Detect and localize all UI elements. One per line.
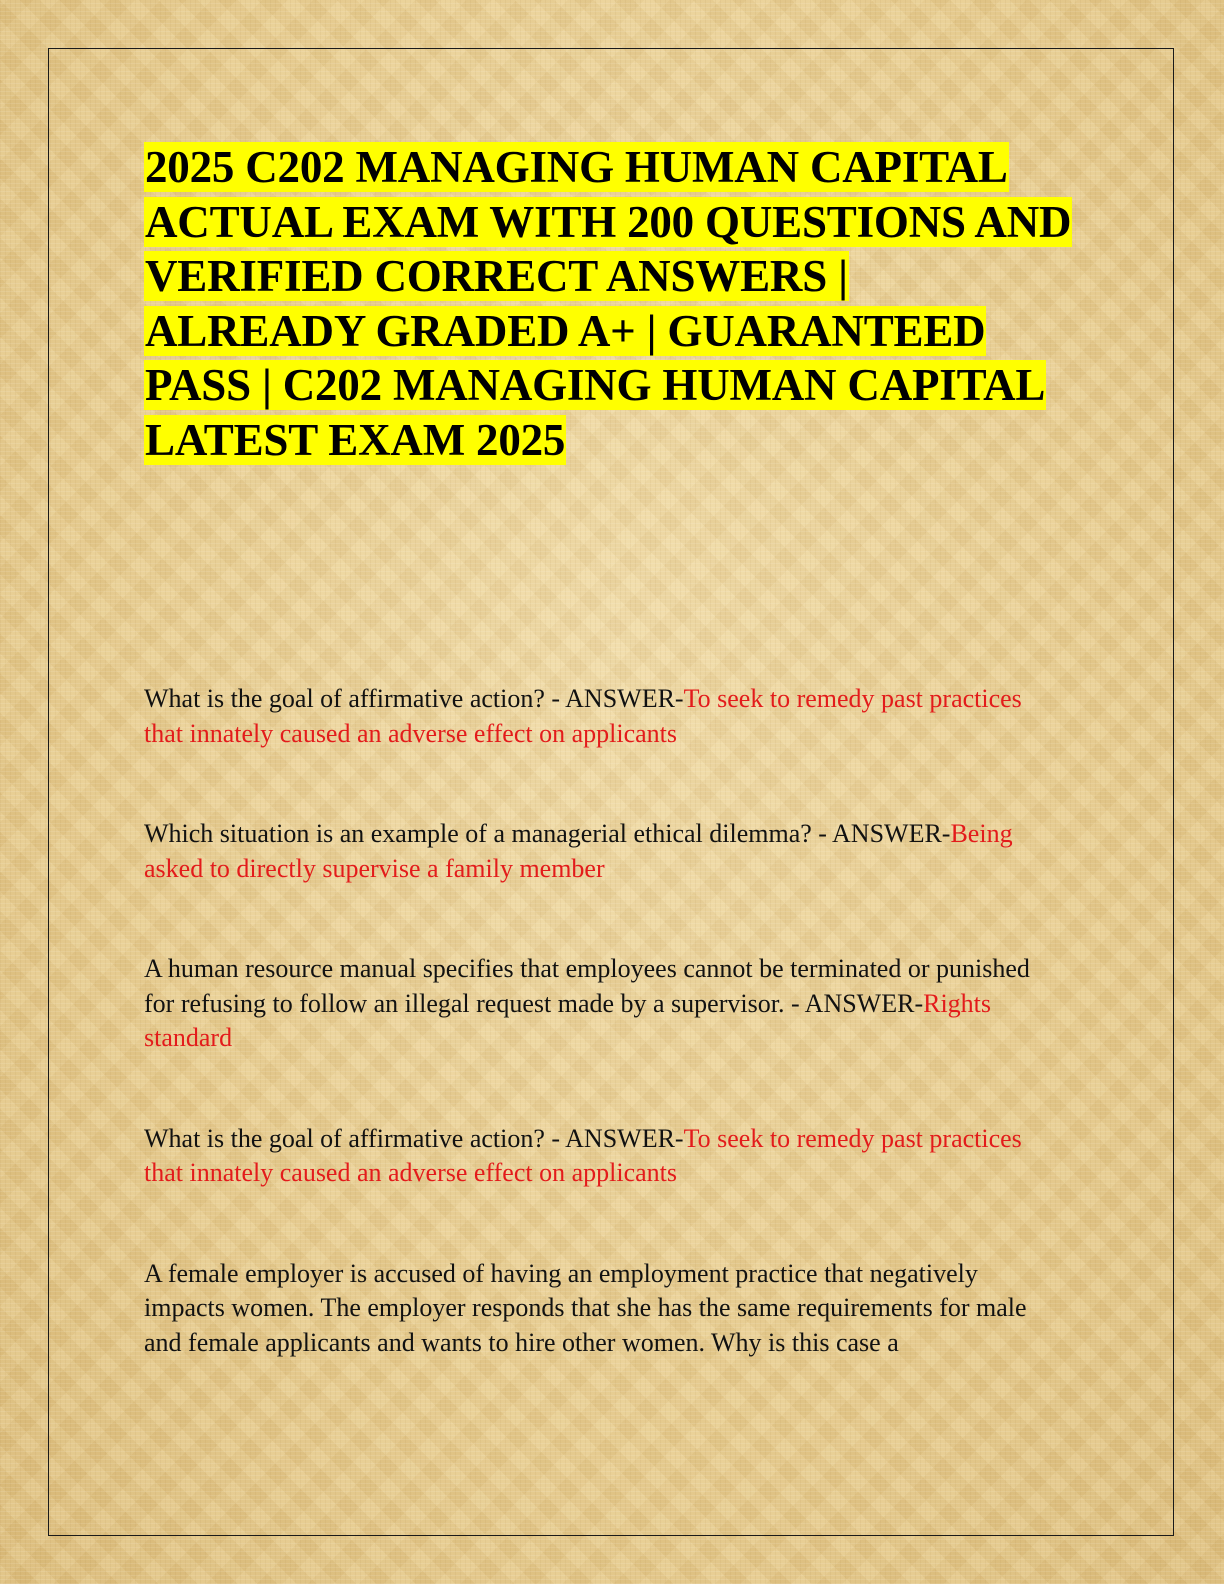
- question-text: What is the goal of affirmative action? - ANSWER-: [144, 684, 684, 713]
- document-title: [144, 140, 1074, 467]
- answer-text: To seek to remedy past practices that innately caused an adverse effect on applicants: [144, 684, 1022, 748]
- question-text: What is the goal of affirmative action? - ANSWER-: [144, 1123, 684, 1153]
- document-header: [144, 140, 1074, 467]
- title-highlight: 2025 C202 MANAGING HUMAN CAPITAL ACTUAL EXAM WITH 200 QUESTIONS AND VERIFIED CORRECT ANSWERS | ALREADY GRADED A+ | GUARANTEED PASS | C202 MANAGING HUMAN CAPITAL LATEST EXAM 2025: [145, 142, 1072, 465]
- answer-text: To seek to remedy past practices that innately caused an adverse effect on applicants: [144, 1123, 1022, 1187]
- qa-item: [144, 682, 1044, 751]
- answer-text: Being asked to directly supervise a family member: [144, 819, 1013, 883]
- question-text: A female employer is accused of having an employment practice that negatively impacts women. The employer responds that she has the same requirements for male and female applicants and wants to hire other women. Why is this case a: [144, 1258, 1027, 1357]
- question-text: Which situation is an example of a managerial ethical dilemma? - ANSWER-: [144, 819, 951, 848]
- qa-item: [144, 1122, 1044, 1191]
- qa-list: [144, 682, 1044, 1360]
- qa-item: [144, 1257, 1044, 1361]
- answer-text: Rights standard: [144, 988, 992, 1052]
- qa-item: [144, 952, 1044, 1056]
- question-text: A human resource manual specifies that employees cannot be terminated or punished for refusing to follow an illegal request made by a supervisor. - ANSWER-: [144, 954, 1030, 1018]
- qa-item: [144, 817, 1044, 886]
